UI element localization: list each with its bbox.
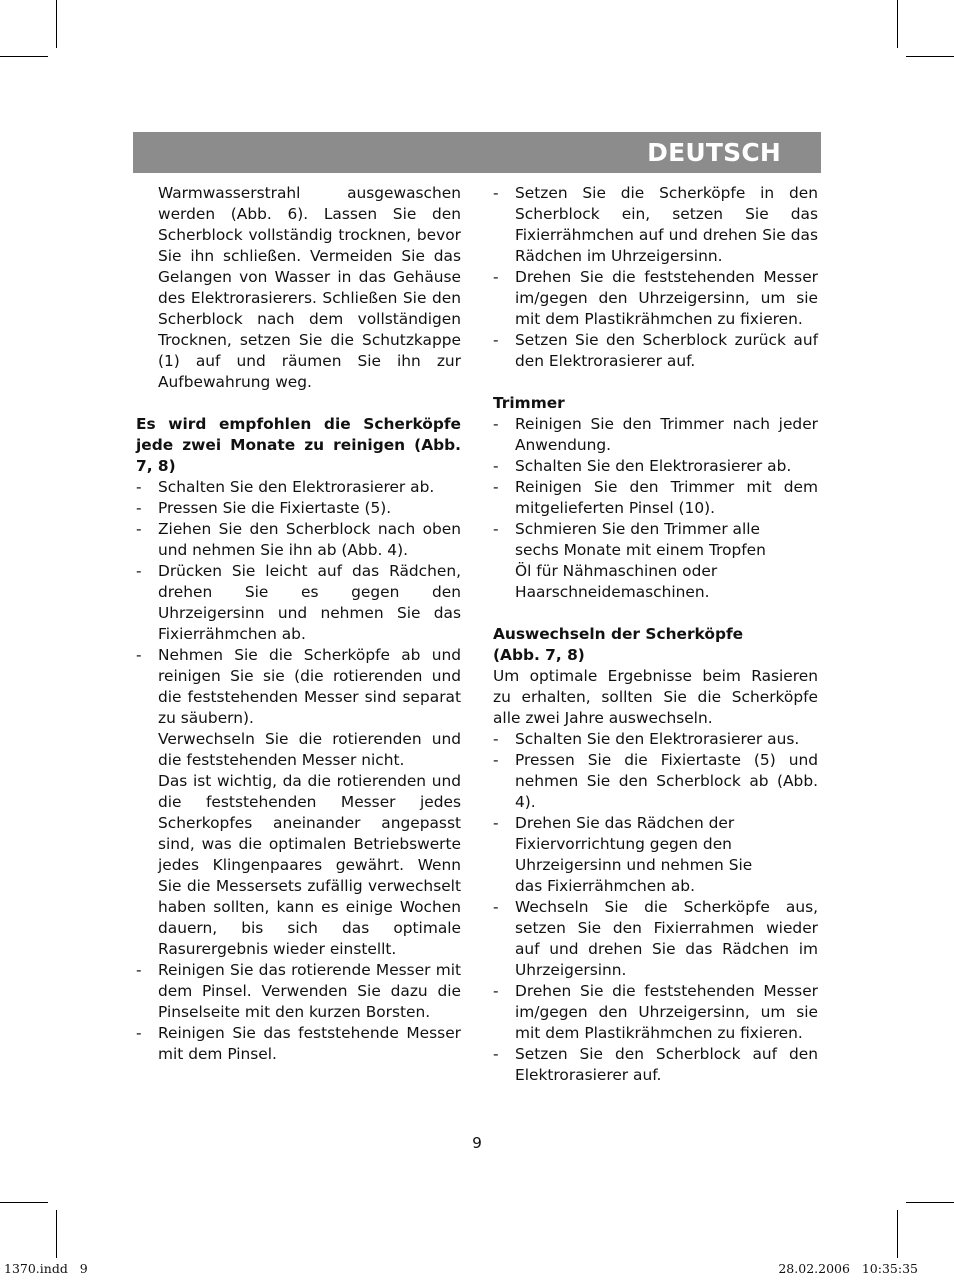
cleaning-steps-list-continued [136, 960, 461, 1065]
reassembly-steps-list [493, 183, 818, 372]
list-item: - Setzen Sie den Scherblock auf den Elektrorasierer auf. [493, 1045, 818, 1084]
right-column [493, 183, 818, 1086]
banner-title: DEUTSCH [647, 138, 781, 167]
intro-paragraph: Warmwasserstrahl ausgewaschen werden (Abb. 6). Lassen Sie den Scherblock vollständig trocknen, bevor Sie ihn schließen. Vermeiden Sie das Gelangen von Wasser in das Gehäuse des Elektrorasierers. Schließen Sie den Scherblock nach dem vollständigen Trocknen, setzen Sie die Schutzkappe (1) auf und räumen Sie ihn zur Aufbewahrung weg. [158, 184, 461, 391]
replace-heading: Auswechseln der Scherköpfe [493, 625, 744, 643]
left-column [136, 183, 461, 1065]
crop-mark [906, 56, 954, 57]
list-item: - Ziehen Sie den Scherblock nach oben und nehmen Sie ihn ab (Abb. 4). [136, 520, 461, 559]
language-banner [133, 132, 821, 173]
list-item: - Drehen Sie das Rädchen der Fixiervorrichtung gegen den Uhrzeigersinn und nehmen Sie das Fixierrähmchen ab. [493, 814, 753, 895]
list-item: - Nehmen Sie die Scherköpfe ab und reinigen Sie sie (die rotierenden und die feststehenden Messer sind separat zu säubern). [136, 646, 461, 727]
replace-heading-figure-ref: (Abb. 7, 8) [493, 646, 585, 664]
list-item: - Schmieren Sie den Trimmer alle sechs Monate mit einem Tropfen Öl für Nähmaschinen oder Haarschneidemaschinen. [493, 520, 766, 601]
list-item: - Pressen Sie die Fixiertaste (5) und nehmen Sie den Scherblock ab (Abb. 4). [493, 751, 818, 811]
list-item: - Schalten Sie den Elektrorasierer ab. [136, 478, 435, 496]
footer-file-info: 1370.indd 9 [4, 1261, 88, 1276]
list-item: - Reinigen Sie den Trimmer nach jeder Anwendung. [493, 415, 818, 454]
replace-intro: Um optimale Ergebnisse beim Rasieren zu erhalten, sollten Sie die Scherköpfe alle zwei Jahre auswechseln. [493, 667, 818, 727]
footer-timestamp: 28.02.2006 10:35:35 [778, 1261, 918, 1276]
list-item: - Drehen Sie die feststehenden Messer im/gegen den Uhrzeigersinn, um sie mit dem Plastikrähmchen zu fixieren. [493, 982, 818, 1042]
crop-mark [56, 0, 57, 48]
cleaning-steps-list [136, 477, 461, 729]
list-item: - Setzen Sie die Scherköpfe in den Scherblock ein, setzen Sie das Fixierrähmchen auf und drehen Sie das Rädchen im Uhrzeigersinn. [493, 184, 818, 265]
list-item: - Pressen Sie die Fixiertaste (5). [136, 499, 392, 517]
crop-mark [0, 1202, 48, 1203]
note-paragraph: Verwechseln Sie die rotierenden und die feststehenden Messer nicht. [158, 730, 461, 769]
crop-mark [0, 56, 48, 57]
trimmer-steps-list [493, 414, 818, 603]
crop-mark [56, 1210, 57, 1258]
replace-steps-list [493, 729, 818, 1086]
list-item: - Drehen Sie die feststehenden Messer im/gegen den Uhrzeigersinn, um sie mit dem Plastikrähmchen zu fixieren. [493, 268, 818, 328]
section-heading: Es wird empfohlen die Scherköpfe jede zwei Monate zu reinigen (Abb. 7, 8) [136, 415, 461, 475]
list-item: - Setzen Sie den Scherblock zurück auf den Elektrorasierer auf. [493, 331, 818, 370]
list-item: - Reinigen Sie den Trimmer mit dem mitgelieferten Pinsel (10). [493, 478, 818, 517]
list-item: - Wechseln Sie die Scherköpfe aus, setzen Sie den Fixierrahmen wieder auf und drehen Sie das Rädchen im Uhrzeigersinn. [493, 898, 818, 979]
list-item: - Reinigen Sie das rotierende Messer mit dem Pinsel. Verwenden Sie dazu die Pinselseite mit den kurzen Borsten. [136, 961, 461, 1021]
crop-mark [897, 0, 898, 48]
crop-mark [897, 1210, 898, 1258]
trimmer-heading: Trimmer [493, 394, 565, 412]
list-item: - Schalten Sie den Elektrorasierer aus. [493, 730, 800, 748]
note-paragraph: Das ist wichtig, da die rotierenden und die feststehenden Messer jedes Scherkopfes aneinander angepasst sind, was die optimalen Betriebswerte jedes Klingenpaares gewährt. Wenn Sie die Messersets zufällig verwechselt haben sollten, kann es einige Wochen dauern, bis sich das optimale Rasurergebnis wieder einstellt. [158, 772, 461, 958]
page-number: 9 [472, 1134, 482, 1152]
list-item: - Reinigen Sie das feststehende Messer mit dem Pinsel. [136, 1024, 461, 1063]
list-item: - Schalten Sie den Elektrorasierer ab. [493, 457, 792, 475]
crop-mark [906, 1202, 954, 1203]
list-item: - Drücken Sie leicht auf das Rädchen, drehen Sie es gegen den Uhrzeigersinn und nehmen Sie das Fixierrähmchen ab. [136, 562, 461, 643]
